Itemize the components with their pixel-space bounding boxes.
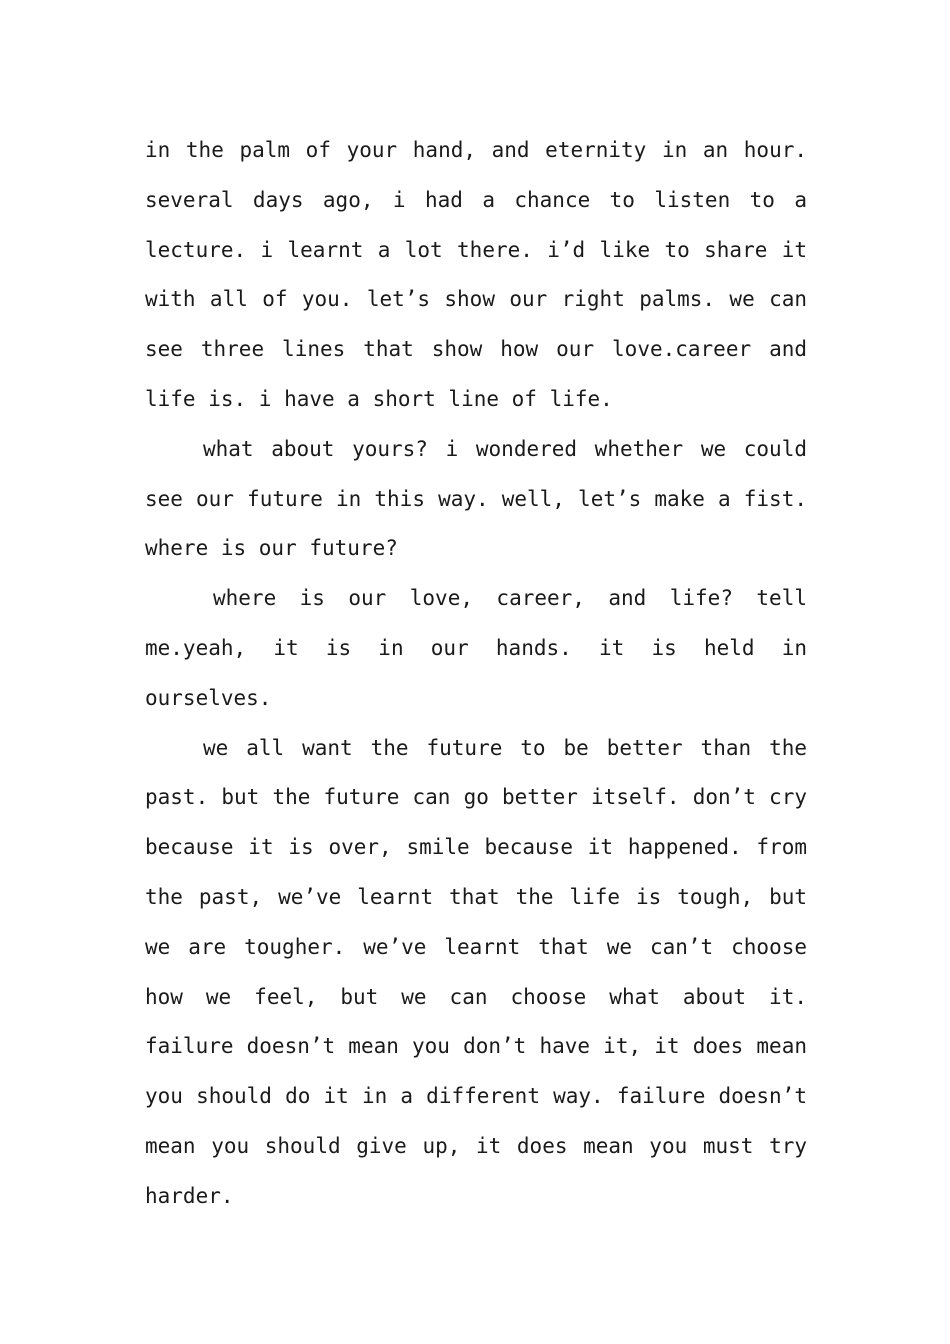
paragraph-1: in the palm of your hand, and eternity in an hour. several days ago, i had a chance to listen to a lecture. i learnt a lot there. i’d like to share it with all of you. let’s show our right palms. we can see three lines that show how our love.career and life is. i have a short line of life. (145, 138, 807, 411)
paragraph-3: where is our love, career, and life? tell me.yeah, it is in our hands. it is held in ourselves. (145, 586, 807, 710)
body-text (145, 126, 807, 1222)
paragraph-2: what about yours? i wondered whether we could see our future in this way. well, let’s make a fist. where is our future? (145, 436, 807, 561)
paragraph-4: we all want the future to be better than the past. but the future can go better itself. don’t cry because it is over, smile because it happened. from the past, we’ve learnt that the life is tough, but we are tougher. we’ve learnt that we can’t choose how we feel, but we can choose what about it. failure doesn’t mean you don’t have it, it does mean you should do it in a different way. failure doesn’t mean you should give up, it does mean you must try harder. (145, 735, 807, 1208)
